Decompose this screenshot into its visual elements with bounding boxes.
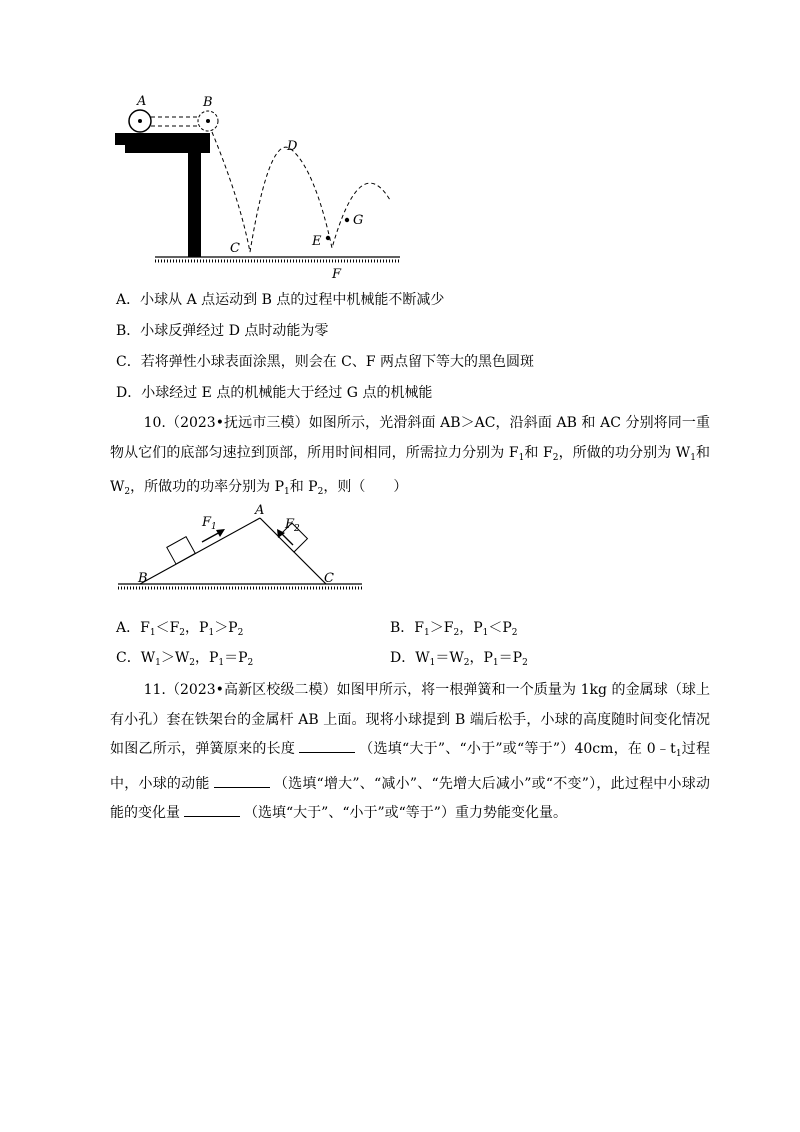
label-a2: A [255, 503, 265, 518]
q9-option-b: B．小球反弹经过 D 点时动能为零 [116, 323, 329, 339]
q9-option-c: C．若将弹性小球表面涂黑，则会在 C、F 两点留下等大的黑色圆斑 [116, 354, 535, 370]
q10-stem: 10.（2023•抚远市三模）如图所示，光滑斜面 AB＞AC，沿斜面 AB 和 AC 分别将同一重物从它们的底部匀速拉到顶部，所用时间相同，所需拉力分别为 $F_1$和 $F_2$，所做的功分别为 $W_1$和 $W_2$，所做功的功率分别为 $P_1$和 $P_2$，则（ ） [110, 415, 711, 497]
label-f1: $F_1$ [202, 515, 217, 532]
q9-option-a: A．小球从 A 点运动到 B 点的过程中机械能不断减少 [116, 292, 445, 308]
q10-option-a: A．$F_1<F_2$，$P_1>P_2$ [116, 620, 244, 638]
table-leg [188, 145, 201, 257]
label-e: E [312, 234, 322, 249]
trajectory [212, 132, 390, 252]
q9-option-d: D．小球经过 E 点的机械能大于经过 G 点的机械能 [116, 385, 433, 401]
block-ab [167, 537, 195, 564]
bouncing-ball-figure [110, 90, 410, 290]
q10-option-d: D．$W_1=W_2$，$P_1=P_2$ [390, 650, 528, 668]
q11-blank-3[interactable] [184, 802, 240, 817]
table-top [115, 133, 210, 145]
label-b: B [203, 95, 213, 110]
label-b2: B [138, 571, 148, 586]
q10-option-b: B．$F_1>F_2$，$P_1<P_2$ [390, 620, 518, 638]
label-c: C [230, 241, 240, 256]
slope-ab [140, 518, 260, 584]
label-c2: C [324, 571, 334, 586]
q11-blank-2[interactable] [214, 773, 270, 788]
q11-blank-1[interactable] [299, 738, 355, 753]
label-g: G [353, 213, 364, 228]
label-f: F [332, 267, 342, 282]
q10-option-c: C．$W_1>W_2$，$P_1=P_2$ [116, 650, 254, 668]
incline-figure [110, 500, 370, 600]
label-f2: $F_2$ [285, 517, 300, 534]
label-d: D [287, 139, 298, 154]
label-a: A [137, 94, 147, 109]
q11-stem: 11.（2023•高新区校级二模）如图甲所示，将一根弹簧和一个质量为 1kg 的金属球（球上有小孔）套在铁架台的金属杆 AB 上面。现将小球提到 B 端后松手，小球的高度随时间变化情况如图乙所示，弹簧原来的长度 （选填“大于”、“小于”或“等于”）40cm，在 $0﹣t_1$过程中，小球的动能 （选填“增大”、“减小”、“先增大后减小”或“不变”），此过程中小球动能的变化量 （选填“大于”、“小于”或“等于”）重力势能变化量。 [110, 682, 711, 821]
